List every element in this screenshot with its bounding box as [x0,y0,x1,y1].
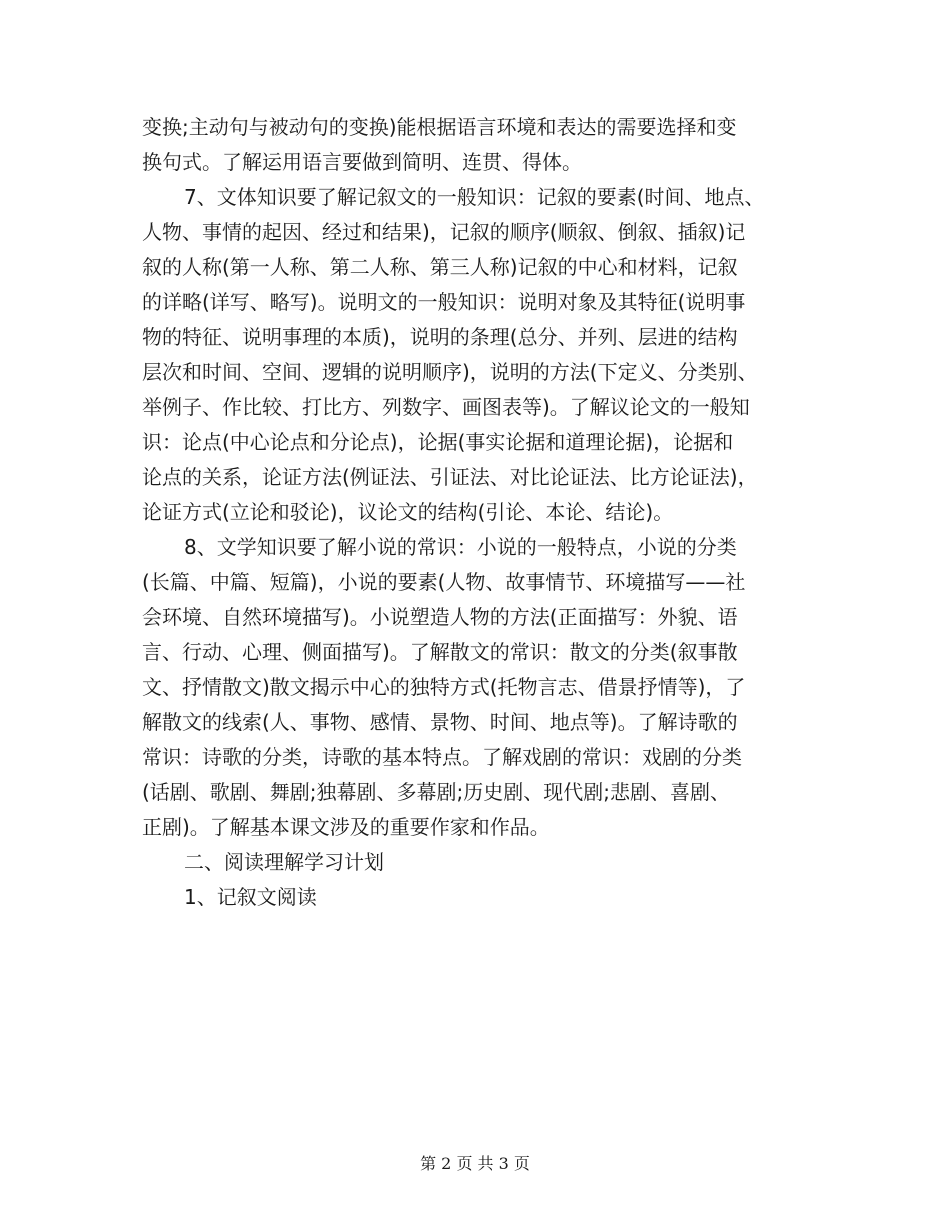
text-line: 识：论点(中心论点和分论点)，论据(事实论据和道理论据)，论据和 [142,430,734,454]
text-line: 常识：诗歌的分类，诗歌的基本特点。了解戏剧的常识：戏剧的分类 [142,745,742,769]
text-line: 8、文学知识要了解小说的常识：小说的一般特点，小说的分类 [184,535,737,559]
text-line: 叙的人称(第一人称、第二人称、第三人称)记叙的中心和材料，记叙 [142,255,738,279]
text-line: 会环境、自然环境描写)。小说塑造人物的方法(正面描写：外貌、语 [142,605,738,629]
text-line: 的详略(详写、略写)。说明文的一般知识：说明对象及其特征(说明事 [142,290,746,314]
text-line: 论证方式(立论和驳论)，议论文的结构(引论、本论、结论)。 [142,500,674,524]
text-line: 正剧)。了解基本课文涉及的重要作家和作品。 [142,815,550,839]
text-line: 物的特征、说明事理的本质)，说明的条理(总分、并列、层进的结构 [142,325,738,349]
document-body [142,110,812,915]
text-line: 1、记叙文阅读 [184,885,317,909]
text-line: 论点的关系，论证方法(例证法、引证法、对比论证法、比方论证法)， [142,465,758,489]
text-line: 解散文的线索(人、事物、感情、景物、时间、地点等)。了解诗歌的 [142,710,738,734]
text-line: 换句式。了解运用语言要做到简明、连贯、得体。 [142,150,582,174]
text-line: 层次和时间、空间、逻辑的说明顺序)，说明的方法(下定义、分类别、 [142,360,758,384]
text-line: (长篇、中篇、短篇)，小说的要素(人物、故事情节、环境描写——社 [142,570,746,594]
page-footer: 第 2 页 共 3 页 [420,1154,530,1173]
text-line: 举例子、作比较、打比方、列数字、画图表等)。了解议论文的一般知 [142,395,750,419]
text-line: 文、抒情散文)散文揭示中心的独特方式(托物言志、借景抒情等)，了 [142,675,746,699]
text-line: 言、行动、心理、侧面描写)。了解散文的常识：散文的分类(叙事散 [142,640,738,664]
text-line: 二、阅读理解学习计划 [184,850,384,874]
text-line: 人物、事情的起因、经过和结果)，记叙的顺序(顺叙、倒叙、插叙)记 [142,220,746,244]
text-line: 7、文体知识要了解记叙文的一般知识：记叙的要素(时间、地点、 [184,185,765,209]
text-line: (话剧、歌剧、舞剧;独幕剧、多幕剧;历史剧、现代剧;悲剧、喜剧、 [142,780,731,804]
text-line: 变换;主动句与被动句的变换)能根据语言环境和表达的需要选择和变 [142,115,737,139]
